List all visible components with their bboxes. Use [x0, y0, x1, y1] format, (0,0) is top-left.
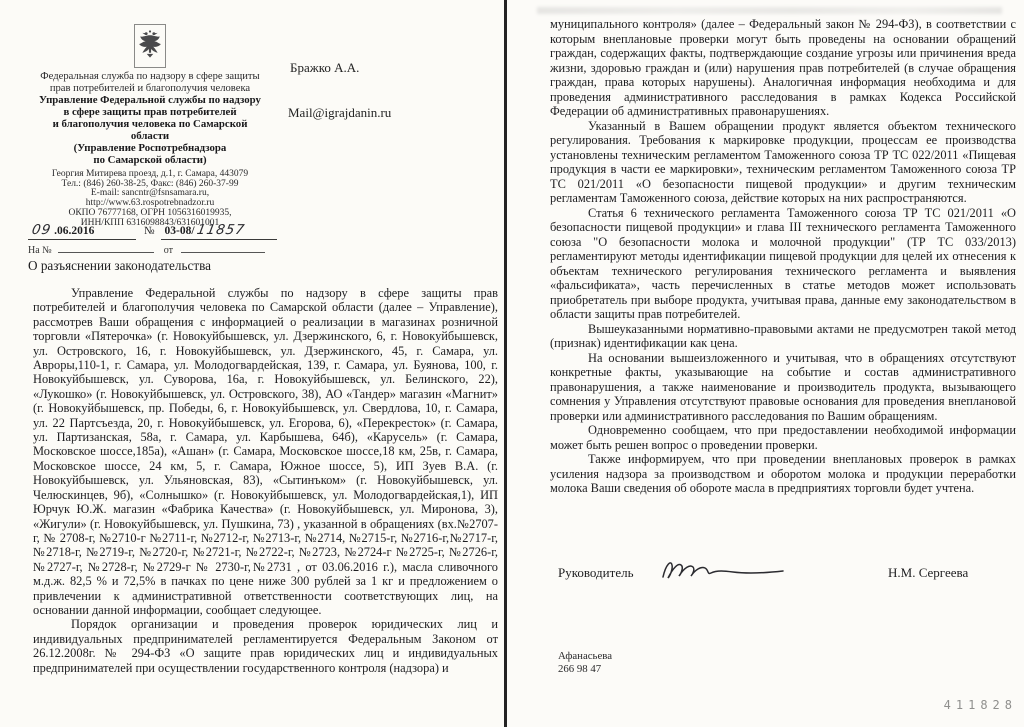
page-1-body — [33, 286, 498, 675]
letterhead-dept-line: Управление Федеральной службы по надзору — [39, 94, 261, 106]
letterhead-phone-line: Тел.: (846) 260-38-25, Факс: (846) 260-37-99 — [61, 178, 239, 189]
outgoing-number-field — [161, 222, 277, 240]
letterhead-org-line: прав потребителей и благополучия человека — [49, 82, 251, 94]
letterhead-dept-line: по Самарской области) — [93, 154, 207, 166]
scan-artifact — [537, 7, 1002, 14]
executor-phone: 266 98 47 — [558, 663, 602, 675]
date-typed: .06.2016 — [54, 225, 95, 237]
coat-of-arms-box — [134, 24, 166, 68]
signer-title: Руководитель — [558, 565, 634, 580]
body-paragraph: муниципального контроля» (далее – Федеральный закон № 294-ФЗ), в соответствии с которым внеплановые проверки могут быть проведены на основании обращений граждан, содержащих факты, подтверждающие создание угрозы или причинения вреда жизни, здоровью граждан и (или) нарушения прав потребителей (в случае обращения граждан, права которых нарушены). Аналогичная информация необходима и для проведения административного расследования в рамках Кодекса Российской Федерации об административных правонарушениях. — [550, 17, 1016, 118]
double-headed-eagle-icon — [138, 28, 162, 65]
letterhead-dept-line: (Управление Роспотребнадзора — [73, 142, 227, 154]
page-1 — [0, 0, 504, 727]
letterhead-inn-line: ИНН/КПП 6316098843/631601001 — [80, 217, 220, 228]
signer-name: Н.М. Сергеева — [888, 565, 969, 580]
letterhead-email-line: E-mail: sancntr@fsnsamara.ru, — [90, 188, 210, 199]
date-day-handwritten: 09 — [30, 222, 53, 238]
letterhead-dept-line: в сфере защиты прав потребителей — [63, 106, 237, 118]
letterhead-org-line: Федеральная служба по надзору в сфере защиты — [40, 71, 260, 82]
letterhead-contacts — [16, 170, 284, 228]
ref-na-label: На № — [28, 245, 52, 256]
date-field — [28, 222, 136, 240]
stamp-number: 411828 — [943, 698, 1017, 712]
number-sign: № — [144, 225, 155, 237]
ref-ot-label: от — [163, 245, 173, 256]
page-2 — [507, 0, 1024, 727]
page-2-body — [550, 17, 1016, 496]
body-paragraph: Также информируем, что при проведении внеплановых проверок в рамках усиления надзора за производством и оборотом молока и продукции переработки молока Ваши сведения об обороте масла в предприятиях торговли будет учтена. — [550, 452, 1016, 495]
addressee-email: Mail@igrajdanin.ru — [288, 105, 392, 120]
ref-ot-blank — [181, 243, 265, 253]
body-paragraph: Статья 6 технического регламента Таможенного союза ТР ТС 021/2011 «О безопасности пищевой продукции» и глава III технического регламента Таможенного союза "О безопасности молока и молочной продукции" (ТР ТС 033/2013) регламентируют методы идентификации пищевой продукции для целей их отнесения к объектам технического регулирования технического регламента и выявления «фальсификата», часть перечисленных в статье методов может использовать приобретатель при выборе продукта, учитывая права, данные ему законодательством в области защиты прав потребителей. — [550, 205, 1016, 321]
outgoing-number-prefix: 03-08/ — [164, 225, 195, 237]
letterhead-address-line: Георгия Митирева проезд, д.1, г. Самара, 443079 — [51, 169, 249, 179]
signature-icon — [657, 556, 792, 589]
body-paragraph: Управление Федеральной службы по надзору в сфере защиты прав потребителей и благополучия человека по Самарской области (далее – Управление), рассмотрев Ваши обращения с информацией о реализации в магазинах розничной торговли «Пятерочка» (г. Новокуйбышевск, ул. Дзержинского, 6, г. Новокуйбышевск, ул. Островского, 16, г. Новокуйбышевск, ул. Дзержинского, 45, г. Самара, ул. Авроры,110-1, г. Самара, ул. Молодогвардейская, 139, г. Самара, ул. Буянова, 100, г. Новокуйбышевск, ул. Суворова, 16а, г. Новокуйбышевск, ул. Белинского, 22), «Лукошко» (г. Новокуйбышевск, ул. Островского, 38), АО «Тандер» магазин «Магнит» (г. Новокуйбышевск, пр. Победы, 6, г. Новокуйбышевск, ул. Свердлова, 10, г. Самара, ул. 22 Партсъезда, 20, г. Новокуйбышевск, ул. Егорова, 6), «Перекресток» (г. Самара, ул. Партизанская, 58а, г. Самара, ул. Карбышева, 64б), «Карусель» (г. Самара, Московское шоссе,185а), «Ашан» (г. Самара, Московское шоссе,18 км, 25в, г. Самара, Московское шоссе, 24 км, 5, г. Самара, Южное шоссе, 5), ИП Зуев В.А. (г. Новокуйбышевск, ул. Ульяновская, 83), «Сытинъком» (г. Новокуйбышевск, ул. Челюскинцев, 9б), «Солнышко» (г. Новокуйбышевск, ул. Молодогвардейская,1), ИП Юрчук Ю.Ж. магазин «Фабрика Качества» (г. Новокуйбышевск, ул. Миронова, 3), «Жигули» (г. Новокуйбышевск, ул. Пушкина, 73) , указанной в обращениях (вх.№2707-г, № 2708-г, №2710-г №2711-г, №2712-г, №2713-г, №2714, №2715-г, №2716-г,№2717-г, №2718-г, №2719-г, №2720-г, №2721-г, №2722-г, №2723, №2724-г №2725-г, №2726-г, №2727-г, №2728-г, №2729-г № 2730-г,№2731 , от 03.06.2016 г.), масла сливочного м.д.ж. 82,5 % и 72,5% в пачках по цене ниже 300 рублей за 1 кг и предложением о привлечении к административной ответственности соответствующих лиц, на основании данной информации, сообщает следующее. — [33, 286, 498, 617]
letterhead-dept-line: области — [130, 130, 170, 142]
addressee-name: Бражко А.А. — [290, 60, 360, 75]
body-paragraph: На основании вышеизложенного и учитывая, что в обращениях отсутствуют конкретные факты, указывающие на событие и состав административного правонарушения, а также наименование и производитель продукта, вызывающего сомнения у Управления отсутствуют правовые основания для проведения внеплановой проверки или административного расследования по Вашим обращениям. — [550, 350, 1016, 423]
date-row — [28, 222, 298, 240]
body-paragraph: Указанный в Вашем обращении продукт является объектом технического регулирования. Требования к маркировке продукции, процессам ее производства установлены техническим регламентом Таможенного союза ТР ТС 022/2011 «Пищевая продукция в части ее маркировки», техническим регламентом Таможенного союза ТР ТС 021/2011 «О безопасности пищевой продукции» и другим техническим регламентам Таможенного союза, действие которых на них распространяются. — [550, 118, 1016, 205]
letterhead — [16, 24, 284, 228]
ref-row — [28, 243, 298, 256]
executor-name: Афанасьева — [558, 650, 613, 662]
body-paragraph: Вышеуказанными нормативно-правовыми актами не предусмотрен такой метод (признак) идентификации как цена. — [550, 321, 1016, 350]
letterhead-okpo-line: ОКПО 76777168, ОГРН 1056316019935, — [68, 207, 232, 218]
letterhead-site-line: http://www.63.rospotrebnadzor.ru — [85, 198, 215, 209]
ref-na-blank — [58, 243, 154, 253]
subject-line: О разъяснении законодательства — [28, 258, 211, 273]
body-paragraph: Одновременно сообщаем, что при предоставлении необходимой информации может быть решен вопрос о проведении проверки. — [550, 423, 1016, 452]
outgoing-number-handwritten: 11857 — [195, 222, 247, 238]
body-paragraph: Порядок организации и проведения проверок юридических лиц и индивидуальных предпринимателей регламентируется Федеральным Законом от 26.12.2008г. № 294-ФЗ «О защите прав юридических лиц и индивидуальных предпринимателей при осуществлении государственного контроля (надзора) и — [33, 617, 498, 675]
executor-block — [558, 650, 612, 676]
letterhead-dept-line: и благополучия человека по Самарской — [52, 118, 248, 130]
